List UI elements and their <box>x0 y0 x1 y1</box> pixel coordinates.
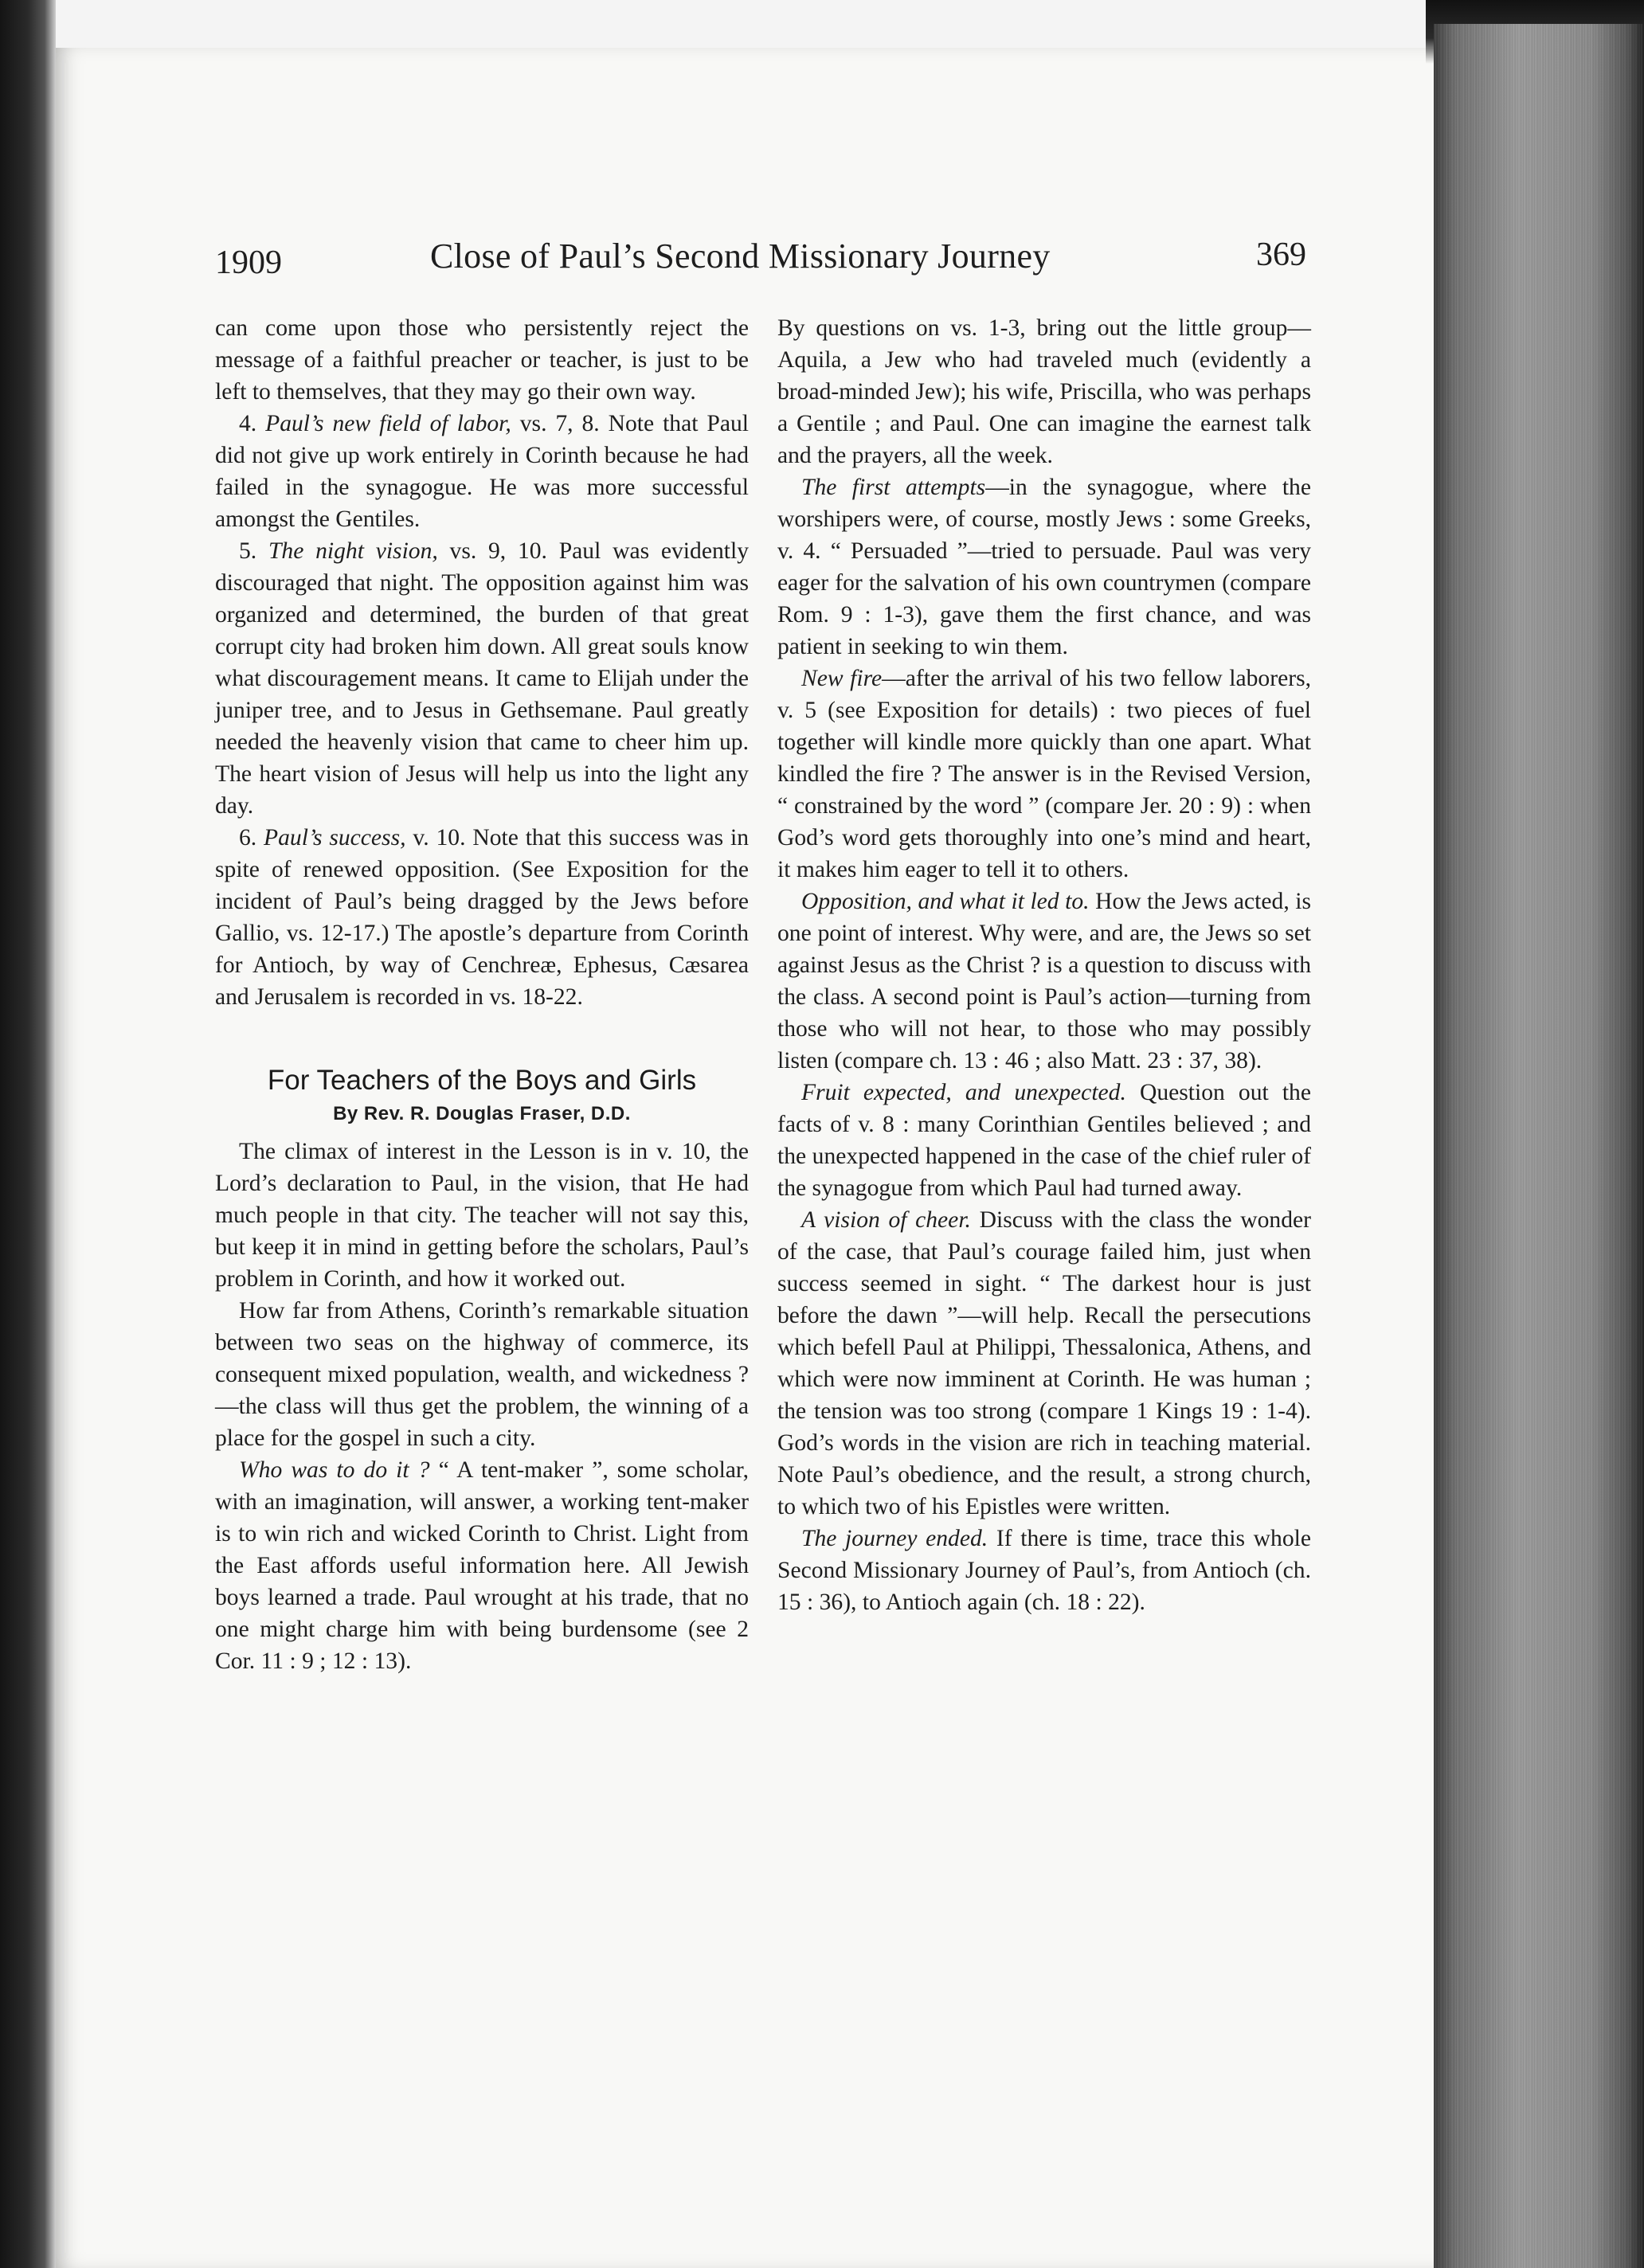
first-attempts-text: —in the synagogue, where the worshipers were, of course, mostly Jews : some Greeks, v. 4. “ Persuaded ”—tried to persuade. Paul was very eager for the salvation of his own countrymen (compare Rom. 9 : 1-3), gave them the first chance, and was patient in seeking to win them. <box>777 475 1311 659</box>
journey-ended-label: The journey ended. <box>801 1526 988 1551</box>
first-attempts-label: The first attempts <box>801 475 986 500</box>
paragraph-vision-of-cheer <box>777 1204 1311 1523</box>
item-5-text: vs. 9, 10. Paul was evidently discouraged that night. The opposition against him was organized and determined, the burden of that great corrupt city had broken him down. All great souls know what discouragement means. It came to Elijah under the juniper tree, and to Jesus in Gethsemane. Paul greatly needed the heavenly vision that came to cheer him up. The heart vision of Jesus will help us into the light any day. <box>215 538 749 819</box>
item-4-label: Paul’s new field of labor, <box>265 411 511 436</box>
who-text: “ A tent-maker ”, some scholar, with an imagination, will answer, a working tent-maker is to win rich and wicked Corinth to Christ. Light from the East affords useful information here. All Jewish boys learned a trade. Paul wrought at his trade, that no one might charge him with being burdensome (see 2 Cor. 11 : 9 ; 12 : 13). <box>215 1457 750 1674</box>
opposition-label: Opposition, and what it led to. <box>801 889 1090 914</box>
paragraph-journey-ended <box>777 1523 1311 1618</box>
paragraph-fruit <box>777 1077 1311 1204</box>
running-header <box>215 236 1306 284</box>
fruit-text: Question out the facts of v. 8 : many Corinthian Gentiles believed ; and the unexpected happened in the case of the chief ruler of the synagogue from which Paul had turned away. <box>777 1080 1311 1201</box>
paragraph-new-fire <box>777 663 1311 886</box>
paragraph-athens: How far from Athens, Corinth’s remarkable situation between two seas on the highway of commerce, its consequent mixed population, wealth, and wickedness ?—the class will thus get the problem, the winning of a place for the gospel in such a city. <box>215 1298 749 1451</box>
who-label: Who was to do it ? <box>239 1457 430 1483</box>
item-4-text: vs. 7, 8. Note that Paul did not give up work entirely in Corinth because he had failed in the synagogue. He was more successful amongst the Gentiles. <box>215 411 749 532</box>
book-page-edges <box>1434 24 1644 2268</box>
paragraph-item-5: 5. The night vision, vs. 9, 10. Paul was evidently discouraged that night. The opposition against him was organized and determined, the burden of that great corrupt city had broken him down. All great souls know what discouragement means. It came to Elijah under the juniper tree, and to Jesus in Gethsemane. Paul greatly needed the heavenly vision that came to cheer him up. The heart vision of Jesus will help us into the light any day. <box>215 538 749 819</box>
left-column <box>215 312 749 1677</box>
byline: By Rev. R. Douglas Fraser, D.D. <box>333 1103 631 1124</box>
paragraph-continuation: can come upon those who persistently reject the message of a faithful preacher or teacher, is just to be left to themselves, that they may go their own way. <box>215 315 749 405</box>
right-column <box>777 312 1311 1618</box>
paragraph-who <box>215 1454 749 1677</box>
paragraph-questions: By questions on vs. 1-3, bring out the little group—Aquila, a Jew who had traveled much (evidently a broad-minded Jew); his wife, Priscilla, who was perhaps a Gentile ; and Paul. One can imagine the earnest talk and the prayers, all the week. <box>777 315 1311 468</box>
journey-ended-text: If there is time, trace this whole Second Missionary Journey of Paul’s, from Antioch (ch. 15 : 36), to Antioch again (ch. 18 : 22). <box>777 1526 1311 1615</box>
header-title: Close of Paul’s Second Missionary Journey <box>430 237 1051 276</box>
paragraph-climax: The climax of interest in the Lesson is in v. 10, the Lord’s declaration to Paul, in the vision, that He had much people in that city. The teacher will not say this, but keep it in mind in getting before the scholars, Paul’s problem in Corinth, and how it worked out. <box>215 1139 749 1292</box>
new-fire-text: —after the arrival of his two fellow laborers, v. 5 (see Exposition for details) : two pieces of fuel together will kindle more quickly than one apart. What kindled the fire ? The answer is in the Revised Version, “ constrained by the word ” (compare Jer. 20 : 9) : when God’s word gets thoroughly into one’s mind and heart, it makes him eager to tell it to others. <box>777 666 1311 882</box>
opposition-text: How the Jews acted, is one point of interest. Why were, and are, the Jews so set against Jesus as the Christ ? is a question to discuss with the class. A second point is Paul’s action—turning from those who will not hear, to those who may possibly listen (compare ch. 13 : 46 ; also Matt. 23 : 37, 38). <box>777 889 1311 1073</box>
new-fire-label: New fire <box>801 666 883 691</box>
item-6-label: Paul’s success, <box>264 825 406 850</box>
item-6-text: v. 10. Note that this success was in spite of renewed opposition. (See Exposition for the incident of Paul’s being dragged by the Jews before Gallio, vs. 12-17.) The apostle’s departure from Corinth for Antioch, by way of Cenchreæ, Ephesus, Cæsarea and Jerusalem is recorded in vs. 18-22. <box>215 825 750 1010</box>
cheer-text: Discuss with the class the wonder of the case, that Paul’s courage failed him, just when success seemed in sight. “ The darkest hour is just before the dawn ”—will help. Recall the persecutions which befell Paul at Philippi, Thessalonica, Athens, and which were now imminent at Corinth. He was human ; the tension was too strong (compare 1 Kings 19 : 1-4). God’s words in the vision are rich in teaching material. Note Paul’s obedience, and the result, a strong church, to which two of his Epistles were written. <box>777 1207 1311 1519</box>
fruit-label: Fruit expected, and unexpected. <box>801 1080 1126 1105</box>
section-title: For Teachers of the Boys and Girls <box>267 1065 697 1096</box>
cheer-label: A vision of cheer. <box>801 1207 971 1233</box>
paragraph-item-4: 4. Paul’s new field of labor, vs. 7, 8. Note that Paul did not give up work entirely in Corinth because he had failed in the synagogue. He was more successful amongst the Gentiles. <box>215 411 749 532</box>
paragraph-opposition <box>777 886 1311 1077</box>
header-year: 1909 <box>215 244 282 281</box>
paragraph-item-6: 6. Paul’s success, v. 10. Note that this success was in spite of renewed opposition. (See Exposition for the incident of Paul’s being dragged by the Jews before Gallio, vs. 12-17.) The apostle’s departure from Corinth for Antioch, by way of Cenchreæ, Ephesus, Cæsarea and Jerusalem is recorded in vs. 18-22. <box>215 825 750 1010</box>
book-gutter-shadow <box>0 0 56 2268</box>
page-number: 369 <box>1256 237 1306 273</box>
item-5-label: The night vision, <box>268 538 438 564</box>
paragraph-first-attempts <box>777 471 1311 663</box>
